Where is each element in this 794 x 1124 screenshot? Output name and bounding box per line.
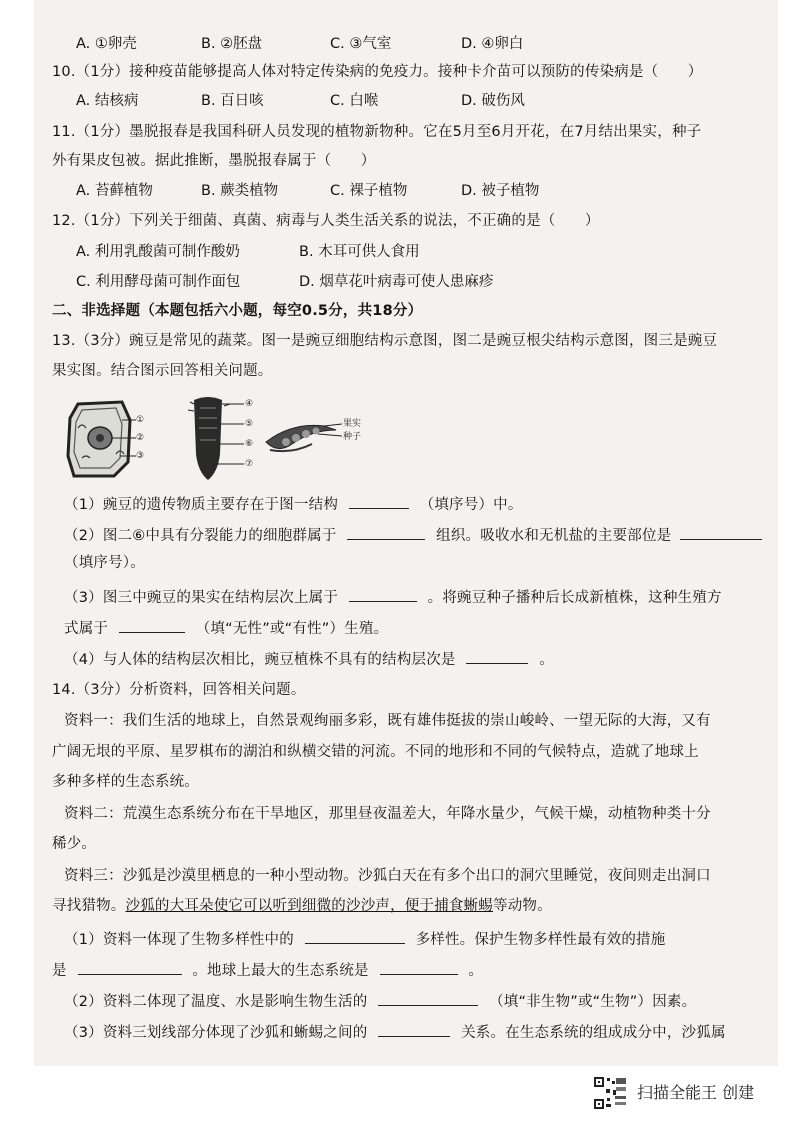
q11-option-b: B. 蕨类植物 (201, 183, 279, 199)
q14-part3: （3）资料三划线部分体现了沙狐和蜥蜴之间的 关系。在生态系统的组成成分中，沙狐属 (64, 1021, 726, 1043)
q14-part1-blank-3[interactable] (380, 959, 458, 975)
q14-part1-blank-1[interactable] (305, 928, 405, 944)
q13-part2-blank-2[interactable] (680, 524, 762, 540)
q13-figures (64, 394, 394, 484)
watermark-text: 扫描全能王 创建 (637, 1083, 755, 1102)
root-label-4: ④ (245, 399, 254, 409)
q13-part3-blank-1[interactable] (349, 586, 417, 602)
pea-fruit-diagram (262, 416, 342, 460)
q14-material1-line3: 多种多样的生态系统。 (52, 774, 199, 790)
cell-label-3: ③ (136, 451, 145, 461)
q10-text: 10.（1分）接种疫苗能够提高人体对特定传染病的免疫力。接种卡介苗可以预防的传染病是（ ） (52, 64, 703, 80)
q12-option-d: D. 烟草花叶病毒可使人患麻疹 (299, 274, 494, 290)
root-label-6: ⑥ (245, 439, 254, 449)
underlined-text: 沙狐的大耳朵使它可以听到细微的沙沙声，便于捕食蜥蜴 (125, 898, 493, 914)
section-title-nonchoice: 二、非选择题（本题包括六小题，每空0.5分，共18分） (52, 303, 423, 319)
q13-text-line2: 果实图。结合图示回答相关问题。 (52, 363, 273, 379)
q12-option-a: A. 利用乳酸菌可制作酸奶 (76, 244, 240, 260)
q13-part4: （4）与人体的结构层次相比，豌豆植株不具有的结构层次是 。 (64, 648, 554, 670)
q9-option-b: B. ②胚盘 (201, 36, 263, 52)
q9-option-a: A. ①卵壳 (76, 36, 137, 52)
q14-material3-line2: 寻找猎物。沙狐的大耳朵使它可以听到细微的沙沙声，便于捕食蜥蜴等动物。 (52, 898, 552, 914)
q11-option-c: C. 裸子植物 (330, 183, 408, 199)
q13-part3: （3）图三中豌豆的果实在结构层次上属于 。将豌豆种子播种后长成新植株，这种生殖方 (64, 586, 722, 608)
q14-part2-blank[interactable] (378, 990, 478, 1006)
fruit-label-fruit: 果实 (343, 419, 362, 429)
q12-option-b: B. 木耳可供人食用 (299, 244, 420, 260)
q14-material1-line1: 资料一：我们生活的地球上，自然景观绚丽多彩，既有雄伟挺拔的崇山峻岭、一望无际的大海，又有 (64, 713, 711, 729)
q11-option-d: D. 被子植物 (461, 183, 540, 199)
q14-part3-blank[interactable] (378, 1021, 450, 1037)
q13-part1-blank[interactable] (349, 493, 409, 509)
root-tip-diagram (172, 394, 252, 482)
q14-part1-cont: 是 。地球上最大的生态系统是 。 (52, 959, 483, 981)
q14-part1: （1）资料一体现了生物多样性中的 多样性。保护生物多样性最有效的措施 (64, 928, 665, 950)
q13-part4-blank[interactable] (466, 648, 528, 664)
q9-option-c: C. ③气室 (330, 36, 392, 52)
q13-part2: （2）图二⑥中具有分裂能力的细胞群属于 组织。吸收水和无机盐的主要部位是 (64, 524, 766, 546)
exam-page (34, 0, 778, 1066)
q13-part1: （1）豌豆的遗传物质主要存在于图一结构 （填序号）中。 (64, 493, 523, 515)
q14-material2-line2: 稀少。 (52, 836, 97, 852)
q10-option-c: C. 白喉 (330, 93, 379, 109)
q13-part3-cont: 式属于 （填“无性”或“有性”）生殖。 (64, 617, 388, 639)
root-label-7: ⑦ (245, 459, 254, 469)
q14-material2-line1: 资料二：荒漠生态系统分布在干旱地区，那里昼夜温差大，年降水量少，气候干燥，动植物种类十分 (64, 806, 711, 822)
q12-text: 12.（1分）下列关于细菌、真菌、病毒与人类生活关系的说法，不正确的是（ ） (52, 213, 600, 229)
cell-label-1: ① (136, 415, 145, 425)
cell-label-2: ② (136, 433, 145, 443)
fruit-label-seed: 种子 (343, 432, 362, 442)
q11-option-a: A. 苔藓植物 (76, 183, 153, 199)
q12-option-c: C. 利用酵母菌可制作面包 (76, 274, 241, 290)
q13-part2-cont: （填序号）。 (64, 555, 145, 571)
q14-material3-line1: 资料三：沙狐是沙漠里栖息的一种小型动物。沙狐白天在有多个出口的洞穴里睡觉，夜间则走出洞口 (64, 868, 711, 884)
cell-diagram (64, 400, 136, 480)
q13-part2-blank-1[interactable] (347, 524, 425, 540)
q11-text-line1: 11.（1分）墨脱报春是我国科研人员发现的植物新物种。它在5月至6月开花，在7月结出果实，种子 (52, 124, 702, 140)
root-label-5: ⑤ (245, 419, 254, 429)
q13-part3-blank-2[interactable] (119, 617, 185, 633)
q10-option-a: A. 结核病 (76, 93, 139, 109)
q10-option-d: D. 破伤风 (461, 93, 525, 109)
q13-text-line1: 13.（3分）豌豆是常见的蔬菜。图一是豌豆细胞结构示意图，图二是豌豆根尖结构示意图，图三是豌豆 (52, 333, 718, 349)
q14-part1-blank-2[interactable] (78, 959, 182, 975)
q14-title: 14.（3分）分析资料，回答相关问题。 (52, 682, 306, 698)
q11-text-line2: 外有果皮包被。据此推断，墨脱报春属于（ ） (52, 153, 376, 169)
q14-material1-line2: 广阔无垠的平原、星罗棋布的湖泊和纵横交错的河流。不同的地形和不同的气候特点，造就了地球上 (52, 744, 699, 760)
scanner-watermark (593, 1076, 783, 1110)
q10-option-b: B. 百日咳 (201, 93, 264, 109)
qr-code-icon (593, 1076, 627, 1110)
q14-part2: （2）资料二体现了温度、水是影响生物生活的 （填“非生物”或“生物”）因素。 (64, 990, 696, 1012)
q9-option-d: D. ④卵白 (461, 36, 524, 52)
